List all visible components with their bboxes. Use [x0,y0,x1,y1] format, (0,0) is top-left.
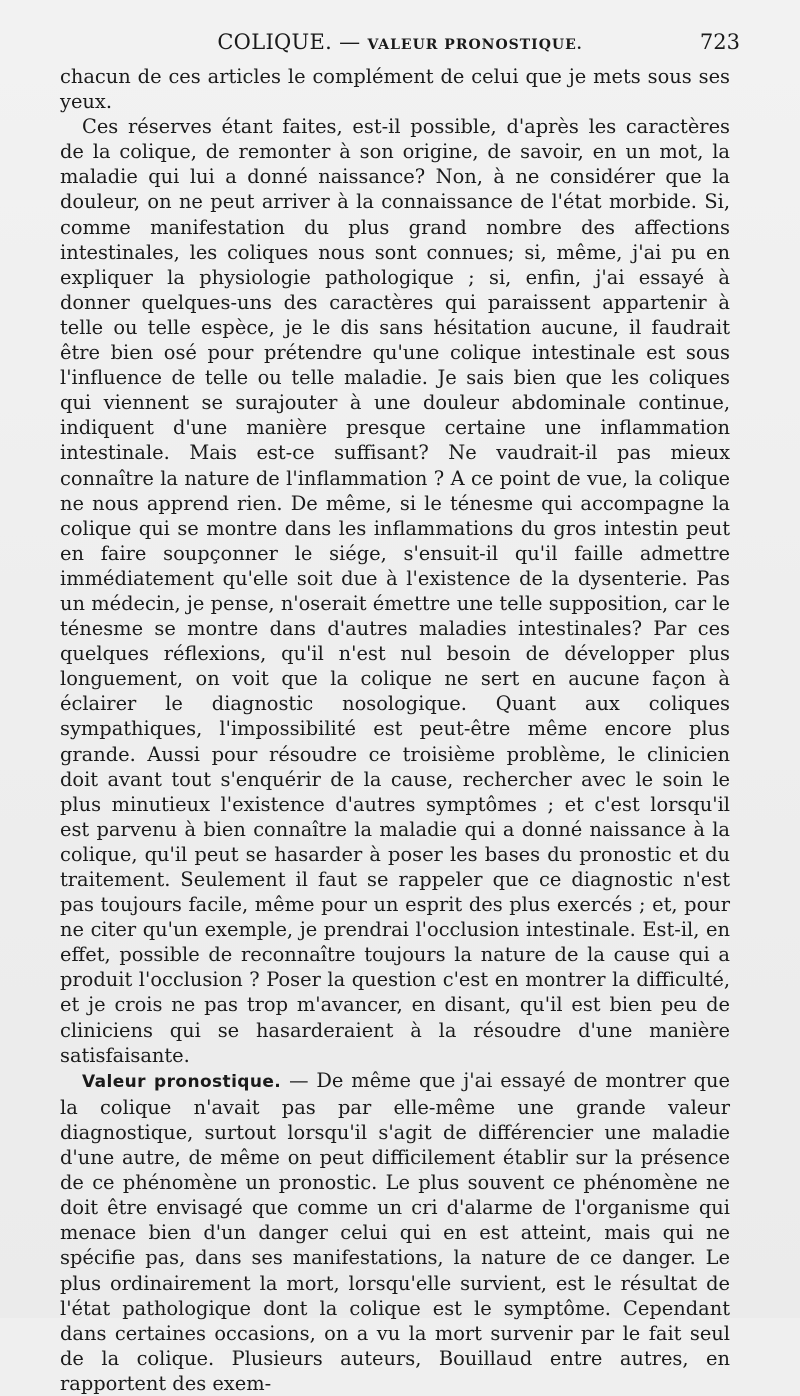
paragraph-valeur-pronostique [60,1068,730,1396]
running-header [60,30,740,60]
header-title-main: COLIQUE. [217,30,333,54]
paragraph-reserves: Ces réserves étant faites, est-il possible, d'après les caractères de la colique, de remonter à son origine, de savoir, en un mot, la maladie qui lui a donné naissance? Non, à ne considérer que la douleur, on ne peut arriver à la connaissance de l'état morbide. Si, comme manifestation du plus grand nombre des affections intestinales, les coliques nous sont connues; si, même, j'ai pu en expliquer la physiologie pathologique ; si, enfin, j'ai essayé à donner quelques-uns des caractères qui paraissent appartenir à telle ou telle espèce, je le dis sans hésitation aucune, il faudrait être bien osé pour prétendre qu'une colique intestinale est sous l'influence de telle ou telle maladie. Je sais bien que les coliques qui viennent se surajouter à une douleur abdominale continue, indiquent d'une manière presque certaine une inflammation intestinale. Mais est-ce suffisant? Ne vaudrait-il pas mieux connaître la nature de l'inflammation ? A ce point de vue, la colique ne nous apprend rien. De même, si le ténesme qui accompagne la colique qui se montre dans les inflammations du gros intestin peut en faire soupçonner le siége, s'ensuit-il qu'il faille admettre immédiatement qu'elle soit due à l'existence de la dysenterie. Pas un médecin, je pense, n'oserait émettre une telle supposition, car le ténesme se montre dans d'autres maladies intestinales? Par ces quelques réflexions, qu'il n'est nul besoin de développer plus longuement, on voit que la colique ne sert en aucune façon à éclairer le diagnostic nosologique. Quant aux coliques sympathiques, l'impossibilité est peut-être même encore plus grande. Aussi pour résoudre ce troisième problème, le clinicien doit avant tout s'enquérir de la cause, rechercher avec le soin le plus minutieux l'existence d'autres symptômes ; et c'est lorsqu'il est parvenu à bien connaître la maladie qui a donné naissance à la colique, qu'il peut se hasarder à poser les bases du pronostic et du traitement. Seulement il faut se rappeler que ce diagnostic n'est pas toujours facile, même pour un esprit des plus exercés ; et, pour ne citer qu'un exemple, je prendrai l'occlusion intestinale. Est-il, en effet, possible de reconnaître toujours la nature de la cause qui a produit l'occlusion ? Poser la question c'est en montrer la difficulté, et je crois ne pas trop m'avancer, en disant, qu'il est bien peu de cliniciens qui se hasarderaient à la résoudre d'une manière satisfaisante. [60,115,730,1067]
header-separator: — [332,30,368,54]
section-text: De même que j'ai essayé de montrer que la colique n'avait pas par elle-même une grande valeur diagnostique, surtout lorsqu'il s'agit de différencier une maladie d'une autre, de même on peut difficilement établir sur la présence de ce phénomène un pronostic. Le plus souvent ce phénomène ne doit être envisagé que comme un cri d'alarme de l'organisme qui menace bien d'un danger celui qui en est atteint, mais qui ne spécifie pas, dans ses manifestations, la nature de ce danger. Le plus ordinairement la mort, lorsqu'elle survient, est le résultat de l'état pathologique dont la colique est le symptôme. Cependant dans certaines occasions, on a vu la mort survenir par le fait seul de la colique. Plusieurs auteurs, Bouillaud entre autres, en rapportent des exem- [60,1068,730,1395]
page-number: 723 [699,30,740,54]
header-title-sub: VALEUR PRONOSTIQUE. [367,37,583,53]
header-title [60,30,740,54]
section-heading: Valeur pronostique. [82,1071,282,1092]
paragraph-continuation: chacun de ces articles le complément de celui que je mets sous ses yeux. [60,65,730,114]
main-text [60,64,730,1396]
section-dash: — [281,1068,317,1092]
